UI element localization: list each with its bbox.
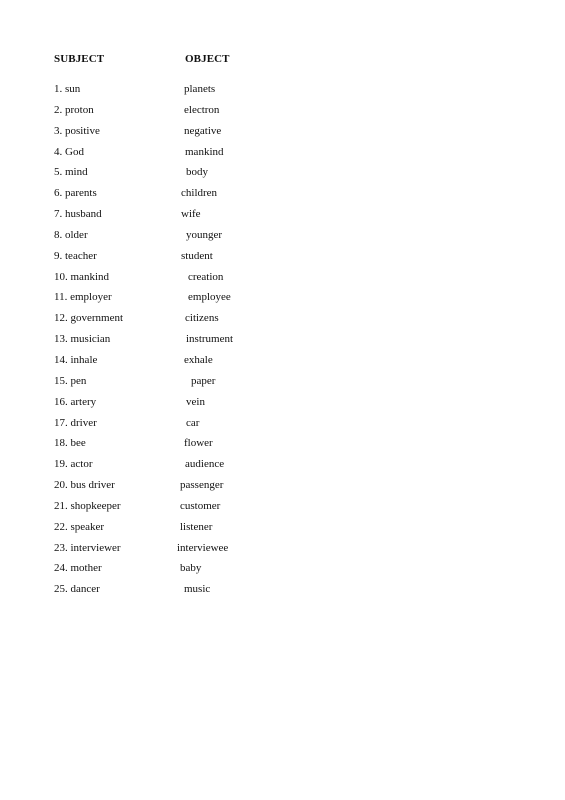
- subject-text: 12. government: [54, 312, 124, 325]
- list-item: [0, 103, 565, 124]
- list-item: [0, 124, 565, 145]
- list-item: [0, 436, 565, 457]
- subject-text: 4. God: [54, 145, 84, 158]
- list-item: [0, 228, 565, 249]
- list-item: [0, 457, 565, 478]
- list-item: [0, 374, 565, 395]
- subject-text: 16. artery: [54, 395, 97, 408]
- object-text: listener: [180, 520, 213, 533]
- list-item: [0, 145, 565, 166]
- subject-text: 19. actor: [54, 458, 93, 471]
- list-item: [0, 270, 565, 291]
- object-text: exhale: [184, 353, 213, 366]
- list-item: [0, 207, 565, 228]
- subject-text: 5. mind: [54, 166, 88, 179]
- object-text: customer: [180, 499, 221, 512]
- subject-column-header: SUBJECT: [54, 53, 105, 65]
- object-text: paper: [191, 374, 216, 387]
- object-text: car: [186, 416, 200, 429]
- list-item: [0, 395, 565, 416]
- subject-text: 10. mankind: [54, 270, 109, 283]
- list-item: [0, 311, 565, 332]
- subject-text: 23. interviewer: [54, 541, 121, 554]
- list-item: [0, 186, 565, 207]
- list-item: [0, 332, 565, 353]
- object-text: planets: [184, 83, 216, 95]
- list-item: [0, 478, 565, 499]
- object-text: vein: [186, 395, 205, 408]
- object-text: employee: [188, 291, 231, 304]
- subject-text: 15. pen: [54, 374, 87, 387]
- object-text: interviewee: [177, 541, 229, 554]
- list-item: [0, 582, 565, 603]
- subject-text: 8. older: [54, 228, 88, 241]
- object-text: music: [184, 583, 211, 596]
- object-text: citizens: [185, 312, 219, 325]
- subject-text: 24. mother: [54, 562, 102, 575]
- subject-text: 20. bus driver: [54, 479, 115, 492]
- list-item: [0, 520, 565, 541]
- object-column-header: OBJECT: [185, 53, 230, 65]
- list-item: [0, 290, 565, 311]
- subject-text: 18. bee: [54, 437, 86, 450]
- list-item: [0, 353, 565, 374]
- object-text: student: [181, 249, 213, 262]
- subject-text: 7. husband: [54, 208, 102, 221]
- subject-text: 22. speaker: [54, 520, 105, 533]
- list-item: [0, 541, 565, 562]
- list-item: [0, 165, 565, 186]
- subject-text: 14. inhale: [54, 353, 98, 366]
- object-text: passenger: [180, 479, 224, 492]
- subject-text: 2. proton: [54, 103, 94, 116]
- object-text: wife: [181, 208, 201, 221]
- list-item: [0, 82, 565, 103]
- list-item: [0, 499, 565, 520]
- subject-text: 21. shopkeeper: [54, 499, 121, 512]
- object-text: audience: [185, 458, 225, 471]
- object-text: children: [181, 187, 218, 200]
- subject-text: 25. dancer: [54, 583, 100, 596]
- object-text: body: [186, 166, 208, 179]
- list-item: [0, 561, 565, 582]
- object-text: instrument: [186, 333, 234, 346]
- subject-text: 3. positive: [54, 124, 100, 137]
- list-item: [0, 416, 565, 437]
- object-text: baby: [180, 562, 202, 575]
- subject-text: 13. musician: [54, 333, 111, 346]
- subject-object-list: [0, 82, 565, 603]
- object-text: negative: [184, 124, 222, 137]
- object-text: flower: [184, 437, 213, 450]
- subject-text: 9. teacher: [54, 249, 97, 262]
- object-text: creation: [188, 270, 224, 283]
- subject-text: 11. employer: [54, 291, 112, 304]
- list-item: [0, 249, 565, 270]
- object-text: mankind: [185, 145, 224, 158]
- subject-text: 1. sun: [54, 83, 81, 95]
- object-text: younger: [186, 228, 223, 241]
- subject-text: 6. parents: [54, 187, 97, 200]
- subject-text: 17. driver: [54, 416, 97, 429]
- object-text: electron: [184, 103, 220, 116]
